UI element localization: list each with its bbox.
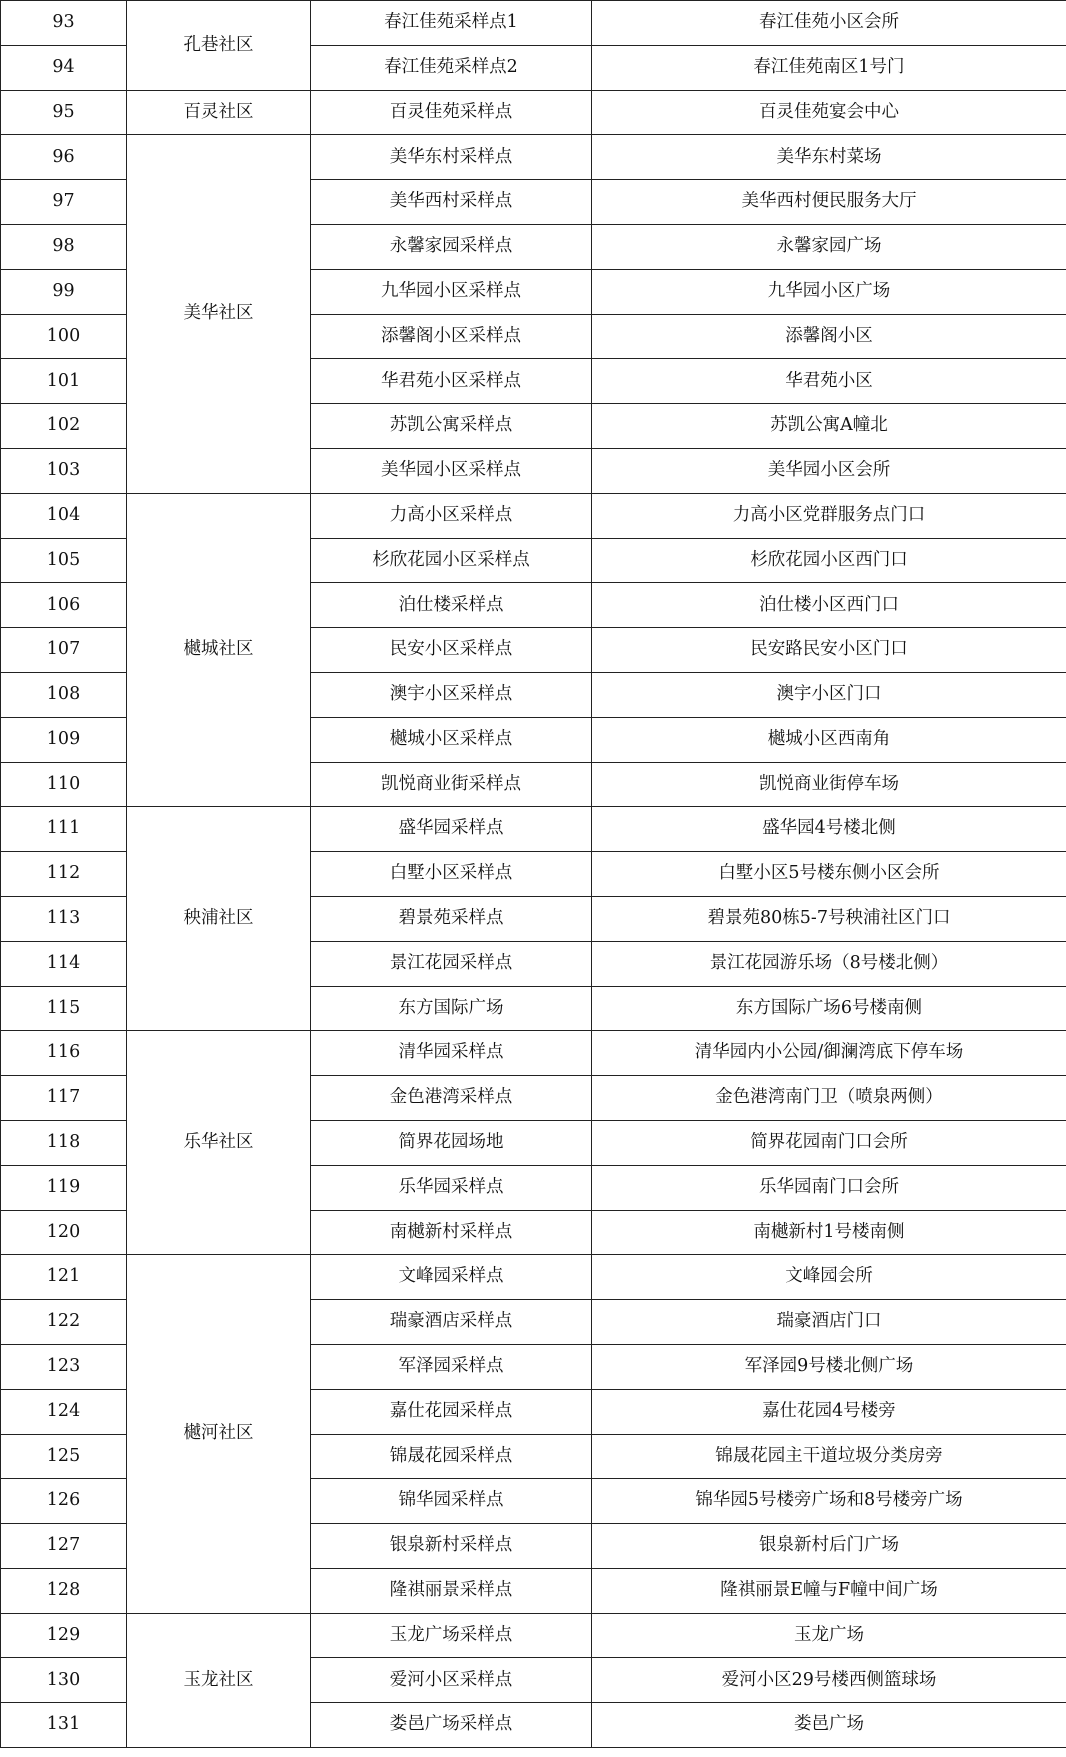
sampling-site-address: 樾城小区西南角: [592, 717, 1066, 762]
sampling-site-name: 民安小区采样点: [311, 628, 592, 673]
row-number: 120: [1, 1210, 127, 1255]
sampling-site-address: 春江佳苑南区1号门: [592, 45, 1066, 90]
sampling-site-address: 隆祺丽景E幢与F幢中间广场: [592, 1568, 1066, 1613]
sampling-site-name: 银泉新村采样点: [311, 1524, 592, 1569]
row-number: 112: [1, 852, 127, 897]
sampling-site-name: 白墅小区采样点: [311, 852, 592, 897]
row-number: 93: [1, 1, 127, 46]
table-row: [1, 493, 1066, 538]
sampling-site-name: 乐华园采样点: [311, 1165, 592, 1210]
row-number: 119: [1, 1165, 127, 1210]
row-number: 103: [1, 448, 127, 493]
sampling-site-name: 简界花园场地: [311, 1120, 592, 1165]
sampling-site-name: 永馨家园采样点: [311, 224, 592, 269]
sampling-site-name: 锦晟花园采样点: [311, 1434, 592, 1479]
sampling-site-address: 爱河小区29号楼西侧篮球场: [592, 1658, 1066, 1703]
sampling-site-name: 杉欣花园小区采样点: [311, 538, 592, 583]
table-row: [1, 1031, 1066, 1076]
row-number: 124: [1, 1389, 127, 1434]
sampling-site-name: 凯悦商业街采样点: [311, 762, 592, 807]
sampling-site-address: 美华西村便民服务大厅: [592, 180, 1066, 225]
row-number: 125: [1, 1434, 127, 1479]
sampling-site-name: 碧景苑采样点: [311, 896, 592, 941]
sampling-site-name: 爱河小区采样点: [311, 1658, 592, 1703]
sampling-site-name: 春江佳苑采样点2: [311, 45, 592, 90]
row-number: 122: [1, 1300, 127, 1345]
row-number: 111: [1, 807, 127, 852]
sampling-site-name: 力高小区采样点: [311, 493, 592, 538]
row-number: 128: [1, 1568, 127, 1613]
sampling-site-address: 银泉新村后门广场: [592, 1524, 1066, 1569]
sampling-site-address: 凯悦商业街停车场: [592, 762, 1066, 807]
sampling-site-address: 景江花园游乐场（8号楼北侧）: [592, 941, 1066, 986]
sampling-site-name: 清华园采样点: [311, 1031, 592, 1076]
row-number: 101: [1, 359, 127, 404]
sampling-site-name: 军泽园采样点: [311, 1344, 592, 1389]
row-number: 108: [1, 672, 127, 717]
sampling-site-name: 南樾新村采样点: [311, 1210, 592, 1255]
sampling-site-address: 南樾新村1号楼南侧: [592, 1210, 1066, 1255]
sampling-site-name: 樾城小区采样点: [311, 717, 592, 762]
table-row: [1, 807, 1066, 852]
sampling-site-address: 美华东村菜场: [592, 135, 1066, 180]
sampling-site-name: 春江佳苑采样点1: [311, 1, 592, 46]
row-number: 117: [1, 1076, 127, 1121]
community-name: 百灵社区: [127, 90, 311, 135]
row-number: 123: [1, 1344, 127, 1389]
sampling-site-name: 百灵佳苑采样点: [311, 90, 592, 135]
sampling-site-name: 隆祺丽景采样点: [311, 1568, 592, 1613]
sampling-site-address: 澳宇小区门口: [592, 672, 1066, 717]
sampling-site-name: 文峰园采样点: [311, 1255, 592, 1300]
row-number: 114: [1, 941, 127, 986]
row-number: 109: [1, 717, 127, 762]
sampling-site-address: 文峰园会所: [592, 1255, 1066, 1300]
sampling-site-address: 娄邑广场: [592, 1703, 1066, 1748]
sampling-site-address: 盛华园4号楼北侧: [592, 807, 1066, 852]
sampling-site-address: 百灵佳苑宴会中心: [592, 90, 1066, 135]
community-name: 秧浦社区: [127, 807, 311, 1031]
sampling-site-address: 添馨阁小区: [592, 314, 1066, 359]
row-number: 94: [1, 45, 127, 90]
row-number: 104: [1, 493, 127, 538]
sampling-site-address: 美华园小区会所: [592, 448, 1066, 493]
sampling-site-name: 美华园小区采样点: [311, 448, 592, 493]
row-number: 110: [1, 762, 127, 807]
sampling-site-name: 盛华园采样点: [311, 807, 592, 852]
row-number: 98: [1, 224, 127, 269]
sampling-site-address: 泊仕楼小区西门口: [592, 583, 1066, 628]
sampling-site-address: 九华园小区广场: [592, 269, 1066, 314]
row-number: 127: [1, 1524, 127, 1569]
row-number: 121: [1, 1255, 127, 1300]
table-row: [1, 1, 1066, 46]
sampling-site-name: 玉龙广场采样点: [311, 1613, 592, 1658]
sampling-site-name: 嘉仕花园采样点: [311, 1389, 592, 1434]
sampling-site-address: 力高小区党群服务点门口: [592, 493, 1066, 538]
row-number: 130: [1, 1658, 127, 1703]
row-number: 118: [1, 1120, 127, 1165]
sampling-site-address: 简界花园南门口会所: [592, 1120, 1066, 1165]
row-number: 113: [1, 896, 127, 941]
sampling-site-name: 锦华园采样点: [311, 1479, 592, 1524]
row-number: 102: [1, 404, 127, 449]
community-name: 玉龙社区: [127, 1613, 311, 1747]
community-name: 乐华社区: [127, 1031, 311, 1255]
sampling-site-name: 美华西村采样点: [311, 180, 592, 225]
sampling-site-address: 碧景苑80栋5-7号秧浦社区门口: [592, 896, 1066, 941]
sampling-site-address: 苏凯公寓A幢北: [592, 404, 1066, 449]
community-name: 美华社区: [127, 135, 311, 493]
row-number: 107: [1, 628, 127, 673]
sampling-site-address: 玉龙广场: [592, 1613, 1066, 1658]
row-number: 100: [1, 314, 127, 359]
sampling-site-address: 华君苑小区: [592, 359, 1066, 404]
row-number: 97: [1, 180, 127, 225]
table-body: [1, 1, 1066, 1748]
sampling-site-address: 东方国际广场6号楼南侧: [592, 986, 1066, 1031]
table-row: [1, 135, 1066, 180]
row-number: 99: [1, 269, 127, 314]
row-number: 105: [1, 538, 127, 583]
sampling-site-name: 景江花园采样点: [311, 941, 592, 986]
table-row: [1, 1255, 1066, 1300]
sampling-site-address: 锦晟花园主干道垃圾分类房旁: [592, 1434, 1066, 1479]
row-number: 115: [1, 986, 127, 1031]
row-number: 129: [1, 1613, 127, 1658]
sampling-site-name: 华君苑小区采样点: [311, 359, 592, 404]
sampling-site-name: 东方国际广场: [311, 986, 592, 1031]
sampling-site-address: 金色港湾南门卫（喷泉两侧）: [592, 1076, 1066, 1121]
sampling-site-name: 娄邑广场采样点: [311, 1703, 592, 1748]
sampling-site-address: 杉欣花园小区西门口: [592, 538, 1066, 583]
community-name: 樾城社区: [127, 493, 311, 807]
row-number: 96: [1, 135, 127, 180]
row-number: 131: [1, 1703, 127, 1748]
sampling-site-address: 永馨家园广场: [592, 224, 1066, 269]
row-number: 126: [1, 1479, 127, 1524]
sampling-site-name: 泊仕楼采样点: [311, 583, 592, 628]
row-number: 106: [1, 583, 127, 628]
sampling-site-name: 澳宇小区采样点: [311, 672, 592, 717]
table-row: [1, 1613, 1066, 1658]
community-name: 樾河社区: [127, 1255, 311, 1613]
community-name: 孔巷社区: [127, 1, 311, 91]
sampling-site-address: 军泽园9号楼北侧广场: [592, 1344, 1066, 1389]
sampling-site-name: 金色港湾采样点: [311, 1076, 592, 1121]
sampling-site-address: 嘉仕花园4号楼旁: [592, 1389, 1066, 1434]
sampling-site-address: 乐华园南门口会所: [592, 1165, 1066, 1210]
table-row: [1, 90, 1066, 135]
sampling-site-name: 九华园小区采样点: [311, 269, 592, 314]
row-number: 116: [1, 1031, 127, 1076]
sampling-site-address: 民安路民安小区门口: [592, 628, 1066, 673]
sampling-site-name: 美华东村采样点: [311, 135, 592, 180]
sampling-site-address: 清华园内小公园/御澜湾底下停车场: [592, 1031, 1066, 1076]
sampling-site-address: 白墅小区5号楼东侧小区会所: [592, 852, 1066, 897]
row-number: 95: [1, 90, 127, 135]
sampling-site-name: 苏凯公寓采样点: [311, 404, 592, 449]
sampling-site-name: 添馨阁小区采样点: [311, 314, 592, 359]
sampling-site-name: 瑞豪酒店采样点: [311, 1300, 592, 1345]
sampling-site-address: 锦华园5号楼旁广场和8号楼旁广场: [592, 1479, 1066, 1524]
sampling-site-address: 瑞豪酒店门口: [592, 1300, 1066, 1345]
sampling-site-address: 春江佳苑小区会所: [592, 1, 1066, 46]
